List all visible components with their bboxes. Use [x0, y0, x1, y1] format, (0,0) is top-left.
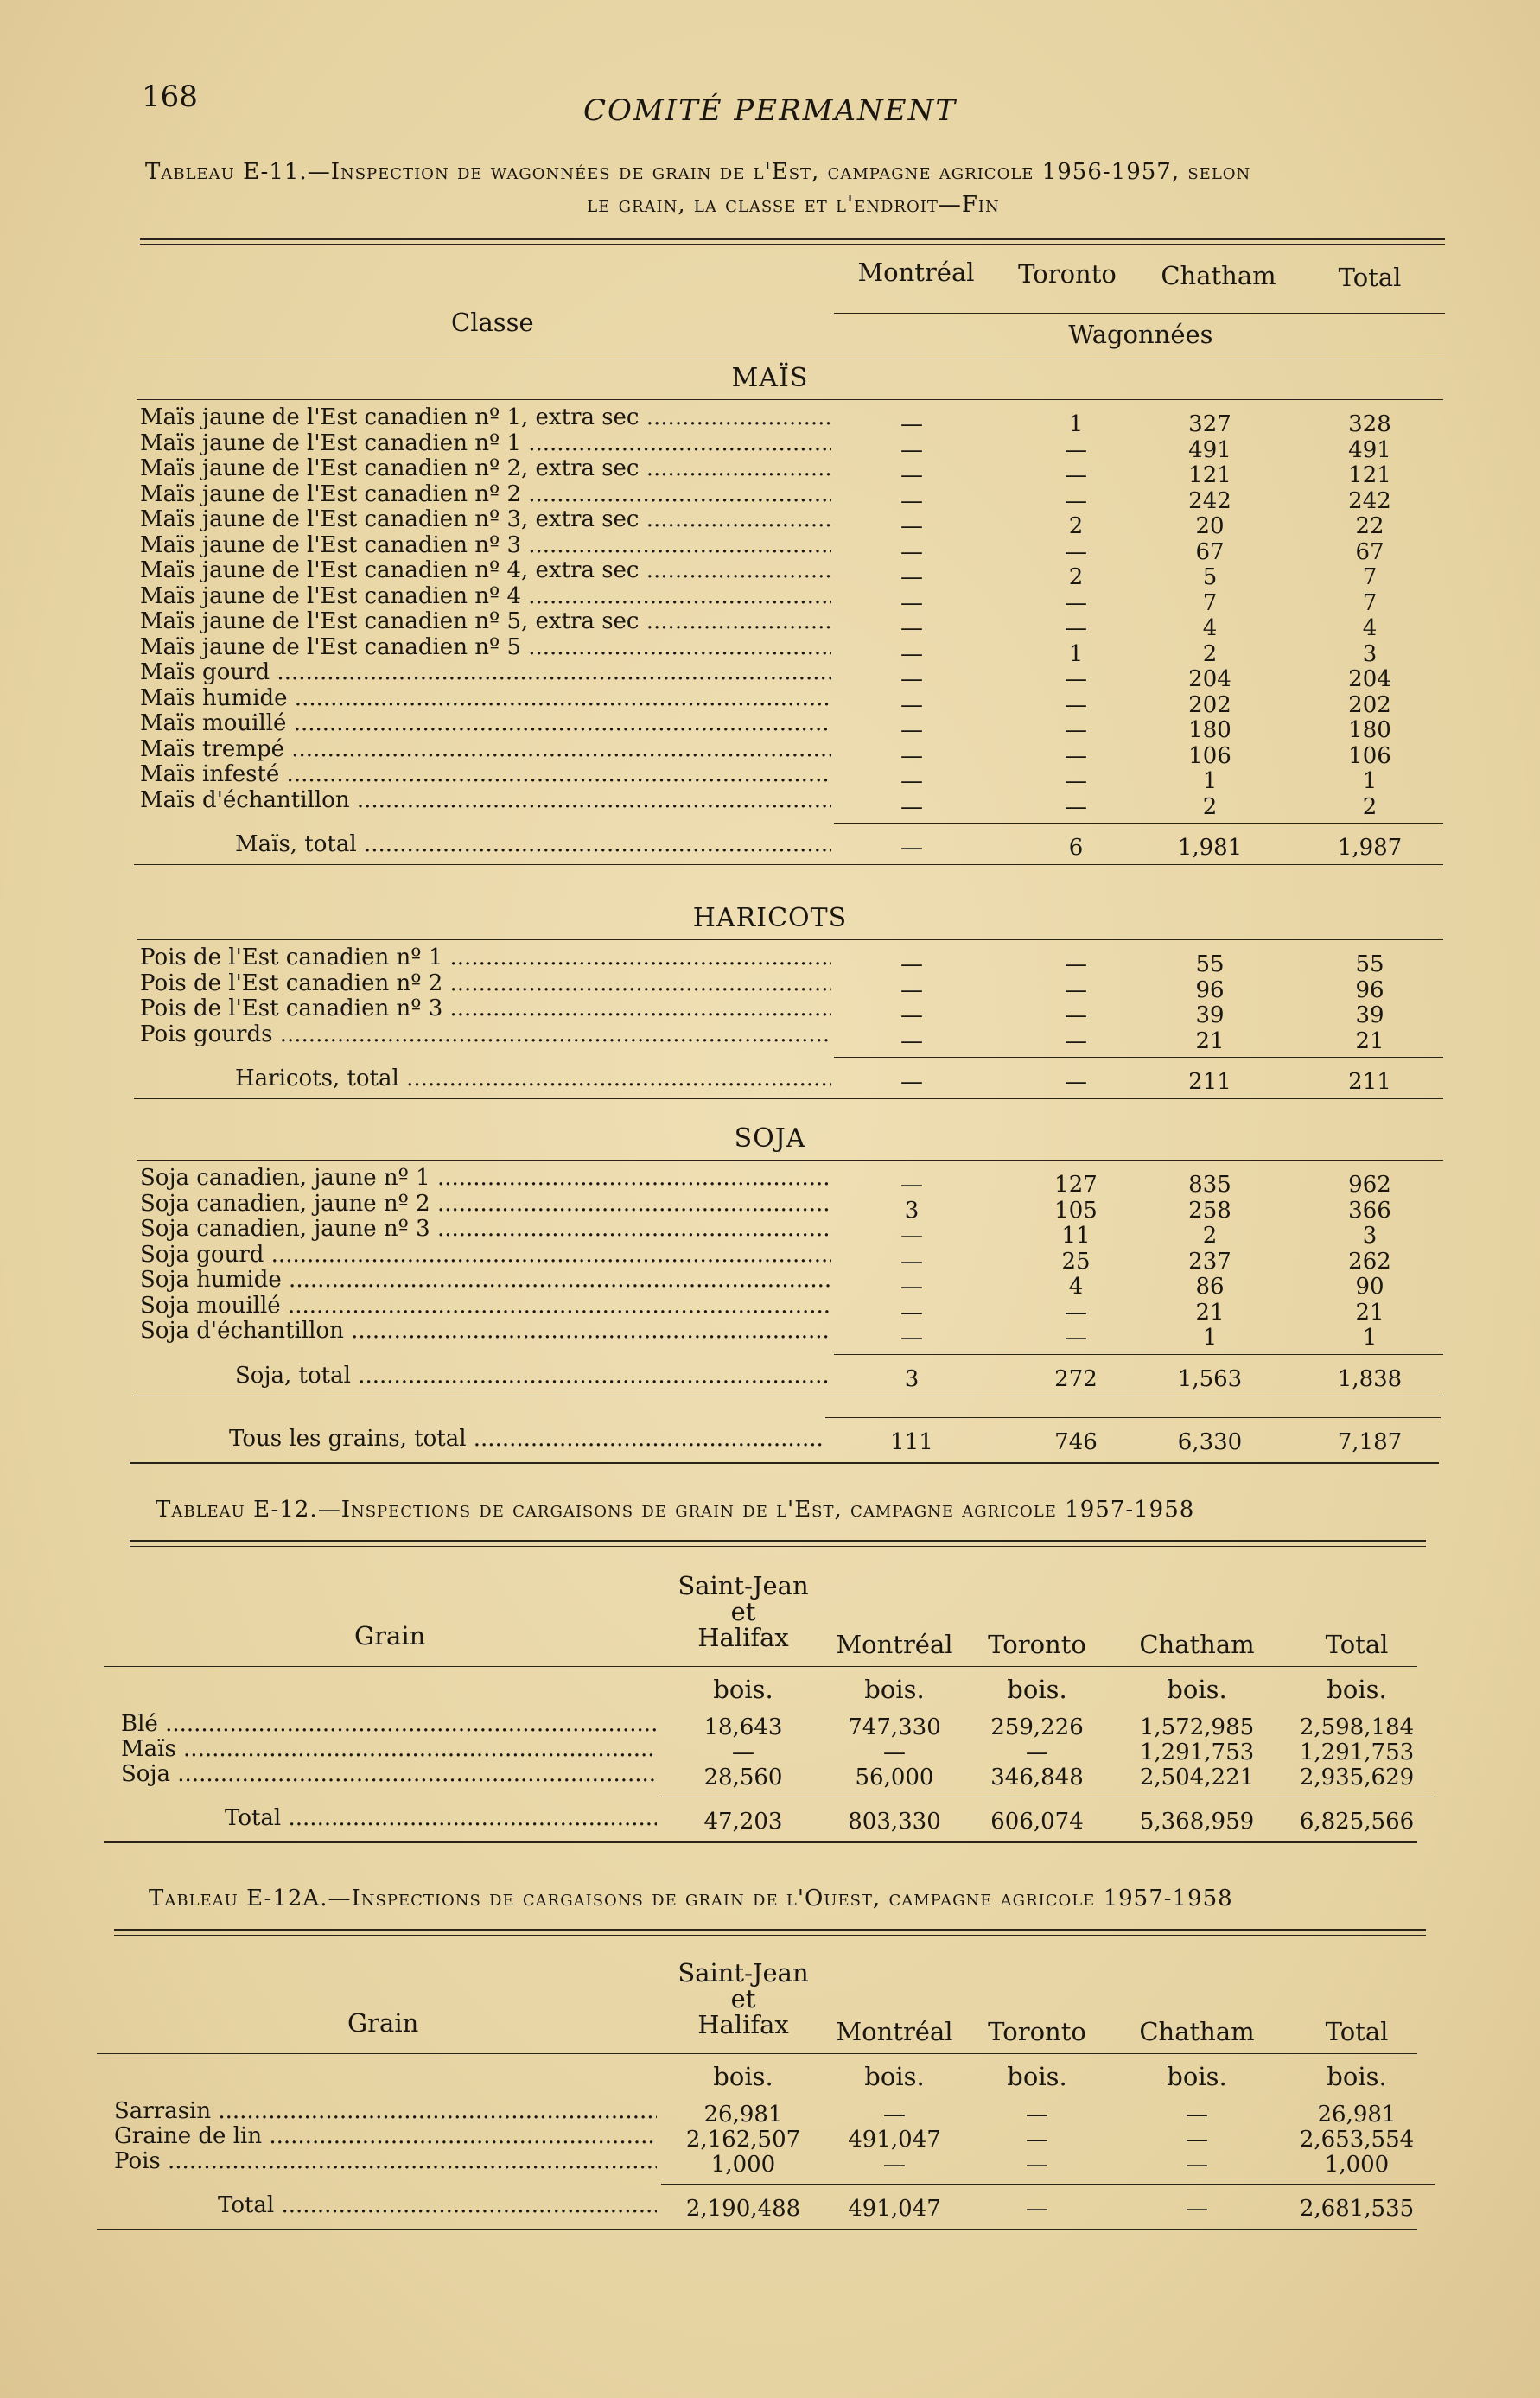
table-cell: 2,653,554	[1299, 2127, 1415, 2153]
rule	[114, 1929, 1426, 1931]
table-cell: —	[1065, 793, 1087, 820]
table-cell: —	[1065, 666, 1087, 692]
table-cell: —	[883, 1740, 906, 1765]
section-total-cell: —	[900, 1069, 923, 1095]
table-row-label: Maïs infesté .....	[140, 761, 831, 787]
table-cell: —	[1065, 1325, 1087, 1351]
table-cell: 96	[1195, 976, 1225, 1003]
table-cell: 327	[1188, 411, 1231, 437]
table-cell: 55	[1195, 951, 1225, 977]
table-row-label: Blé .....	[121, 1711, 657, 1737]
table-cell: —	[900, 1027, 923, 1054]
table-cell: 180	[1348, 717, 1391, 743]
rule	[140, 244, 1445, 245]
rule	[137, 399, 1443, 400]
table-cell: —	[1065, 436, 1087, 463]
total-cell: 2,190,488	[685, 2196, 801, 2222]
table-cell: 26,981	[703, 2102, 783, 2128]
table-cell: 1	[1068, 411, 1084, 437]
table-row-label: Maïs mouillé .....	[140, 710, 831, 736]
col-header: Saint-Jean et Halifax	[678, 1571, 809, 1652]
table-row-label: Soja canadien, jaune nº 1 .....	[140, 1165, 831, 1191]
section-heading: HARICOTS	[692, 903, 848, 933]
table-cell: —	[900, 742, 923, 769]
table-cell: 7	[1362, 564, 1378, 590]
section-total-cell: 3	[904, 1365, 920, 1392]
table-cell: 204	[1348, 666, 1391, 692]
col-header: Chatham	[1139, 2017, 1255, 2046]
total-cell: 606,074	[990, 1809, 1084, 1835]
table-cell: 2	[1202, 1223, 1218, 1249]
table-row-label: Maïs jaune de l'Est canadien nº 1 .....	[140, 430, 831, 456]
total-cell: 47,203	[703, 1809, 783, 1835]
table-cell: 105	[1054, 1197, 1098, 1224]
table-e11-title-line1: Tableau E-11.—Inspection de wagonnées de grain de l'Est, campagne agricole 1956-1957, selon	[145, 159, 1251, 185]
table-cell: 90	[1355, 1274, 1384, 1300]
table-cell: 491	[1188, 436, 1231, 463]
table-cell: —	[883, 2102, 906, 2128]
table-cell: 1	[1202, 1325, 1218, 1351]
rule	[825, 1417, 1441, 1418]
table-cell: 1,291,753	[1139, 1740, 1255, 1765]
table-cell: 3	[1362, 640, 1378, 667]
section-total-label: Haricots, total .....	[235, 1065, 831, 1091]
table-cell: —	[900, 768, 923, 794]
table-cell: —	[900, 1299, 923, 1326]
table-cell: —	[900, 640, 923, 667]
table-cell: 11	[1061, 1223, 1091, 1249]
table-cell: 1	[1068, 640, 1084, 667]
table-cell: 25	[1061, 1248, 1091, 1275]
rule	[134, 864, 1443, 865]
table-cell: 26,981	[1317, 2102, 1397, 2128]
section-total-cell: 1,987	[1337, 835, 1403, 861]
table-row-label: Maïs trempé .....	[140, 736, 831, 762]
unit-label: bois.	[1007, 1675, 1067, 1704]
table-cell: —	[1026, 1740, 1048, 1765]
rule	[130, 1546, 1426, 1547]
col-header-total: Total	[1338, 263, 1402, 292]
table-cell: 242	[1188, 487, 1231, 514]
table-row-label: Soja gourd .....	[140, 1242, 831, 1268]
table-cell: —	[900, 1172, 923, 1198]
table-row-label: Maïs humide .....	[140, 685, 831, 711]
rule	[104, 1666, 1417, 1667]
rule	[114, 1935, 1426, 1936]
col-header-toronto: Toronto	[1018, 259, 1117, 289]
section-total-label: Maïs, total .....	[235, 831, 831, 857]
table-cell: —	[1065, 487, 1087, 514]
table-cell: 21	[1195, 1299, 1225, 1326]
table-cell: 202	[1188, 691, 1231, 718]
col-header: Toronto	[988, 2017, 1086, 2046]
table-cell: 1	[1362, 768, 1378, 794]
table-cell: 3	[904, 1197, 920, 1224]
col-header: Montréal	[836, 2017, 953, 2046]
table-cell: 3	[1362, 1223, 1378, 1249]
table-cell: —	[1065, 1299, 1087, 1326]
rule	[137, 1160, 1443, 1161]
table-cell: —	[900, 513, 923, 539]
table-row-label: Soja d'échantillon .....	[140, 1318, 831, 1344]
table-row-label: Maïs gourd .....	[140, 659, 831, 685]
table-cell: 2	[1362, 793, 1378, 820]
table-cell: —	[900, 717, 923, 743]
total-cell: 5,368,959	[1139, 1809, 1255, 1835]
rule	[104, 1841, 1417, 1843]
table-cell: 106	[1188, 742, 1231, 769]
total-cell: 803,330	[848, 1809, 941, 1835]
rule	[834, 823, 1443, 824]
grand-total-cell: 7,187	[1337, 1429, 1403, 1455]
table-cell: 21	[1355, 1299, 1384, 1326]
table-cell: —	[1065, 976, 1087, 1003]
section-total-cell: 211	[1188, 1069, 1231, 1095]
table-cell: 1	[1202, 768, 1218, 794]
total-label: Total .....	[225, 1805, 657, 1831]
table-cell: 366	[1348, 1197, 1391, 1224]
table-row-label: Maïs jaune de l'Est canadien nº 2, extra sec .....	[140, 455, 831, 481]
total-cell: —	[1026, 2196, 1048, 2222]
table-cell: 28,560	[703, 1765, 783, 1791]
table-cell: 2,935,629	[1299, 1765, 1415, 1791]
table-cell: 121	[1348, 462, 1391, 488]
table-cell: 18,643	[703, 1714, 783, 1740]
table-cell: 258	[1188, 1197, 1231, 1224]
table-cell: —	[1026, 2102, 1048, 2128]
table-cell: 2	[1068, 564, 1084, 590]
rule	[140, 238, 1445, 240]
col-header: Total	[1325, 1630, 1389, 1659]
table-cell: 67	[1355, 538, 1384, 565]
table-cell: —	[1065, 1002, 1087, 1028]
table-cell: 20	[1195, 513, 1225, 539]
rule	[137, 939, 1443, 940]
unit-label: bois.	[864, 2062, 925, 2091]
table-cell: 2,598,184	[1299, 1714, 1415, 1740]
col-header: Toronto	[988, 1630, 1086, 1659]
table-cell: 55	[1355, 951, 1384, 977]
section-total-cell: 6	[1068, 835, 1084, 861]
table-row-label: Soja canadien, jaune nº 2 .....	[140, 1191, 831, 1217]
col-header: Saint-Jean et Halifax	[678, 1958, 809, 2039]
table-cell: 7	[1202, 589, 1218, 616]
table-cell: 204	[1188, 666, 1231, 692]
table-cell: —	[900, 538, 923, 565]
table-row-label: Soja mouillé .....	[140, 1293, 831, 1319]
table-cell: 237	[1188, 1248, 1231, 1275]
table-cell: 180	[1188, 717, 1231, 743]
table-cell: 2	[1202, 640, 1218, 667]
table-cell: 56,000	[855, 1765, 934, 1791]
table-row-label: Maïs jaune de l'Est canadien nº 1, extra sec .....	[140, 404, 831, 430]
table-cell: 96	[1355, 976, 1384, 1003]
col-header: Total	[1325, 2017, 1389, 2046]
section-heading: MAÏS	[731, 363, 809, 393]
table-row-label: Pois de l'Est canadien nº 3 .....	[140, 995, 831, 1021]
table-row-label: Maïs jaune de l'Est canadien nº 5, extra sec .....	[140, 608, 831, 634]
total-cell: —	[1186, 2196, 1208, 2222]
unit-label: bois.	[1327, 2062, 1387, 2091]
table-cell: 5	[1202, 564, 1218, 590]
table-cell: 835	[1188, 1172, 1231, 1198]
table-cell: 7	[1362, 589, 1378, 616]
running-head: COMITÉ PERMANENT	[582, 93, 958, 128]
rule	[834, 1057, 1443, 1058]
rule	[834, 1354, 1443, 1355]
table-cell: 39	[1195, 1002, 1225, 1028]
table-cell: —	[1026, 2152, 1048, 2178]
table-cell: —	[1065, 538, 1087, 565]
table-cell: —	[900, 487, 923, 514]
table-cell: —	[900, 1002, 923, 1028]
table-cell: 962	[1348, 1172, 1391, 1198]
table-row-label: Sarrasin .....	[114, 2098, 657, 2124]
table-cell: 2	[1068, 513, 1084, 539]
table-cell: —	[900, 615, 923, 641]
table-row-label: Maïs .....	[121, 1736, 657, 1762]
table-cell: —	[900, 411, 923, 437]
table-cell: —	[900, 1248, 923, 1275]
total-label: Total .....	[218, 2192, 657, 2218]
rule	[130, 1462, 1439, 1464]
table-cell: —	[1186, 2102, 1208, 2128]
total-cell: 491,047	[848, 2196, 941, 2222]
table-e11-title	[145, 156, 1441, 221]
table-cell: 1,000	[710, 2152, 776, 2178]
table-cell: 22	[1355, 513, 1384, 539]
grand-total-cell: 111	[890, 1429, 933, 1455]
table-cell: —	[1065, 717, 1087, 743]
table-cell: 2,162,507	[685, 2127, 801, 2153]
unit-wagonnees: Wagonnées	[1068, 320, 1213, 349]
table-row-label: Maïs jaune de l'Est canadien nº 2 .....	[140, 481, 831, 507]
table-cell: —	[1065, 462, 1087, 488]
table-e12a-title: Tableau E-12A.—Inspections de cargaisons de grain de l'Ouest, campagne agricole 1957-1958	[149, 1886, 1233, 1911]
section-total-cell: —	[1065, 1069, 1087, 1095]
rule	[97, 2053, 1417, 2054]
table-cell: —	[1065, 768, 1087, 794]
table-cell: —	[1065, 691, 1087, 718]
table-cell: —	[900, 1325, 923, 1351]
table-cell: 346,848	[990, 1765, 1084, 1791]
total-cell: 2,681,535	[1299, 2196, 1415, 2222]
table-cell: 86	[1195, 1274, 1225, 1300]
table-cell: 67	[1195, 538, 1225, 565]
col-header-grain: Grain	[347, 2008, 419, 2038]
section-total-cell: 1,838	[1337, 1365, 1403, 1392]
table-cell: —	[1026, 2127, 1048, 2153]
unit-label: bois.	[713, 1675, 773, 1704]
section-total-label: Soja, total .....	[235, 1363, 831, 1389]
col-header: Montréal	[836, 1630, 953, 1659]
table-row-label: Soja .....	[121, 1761, 657, 1787]
unit-label: bois.	[713, 2062, 773, 2091]
rule	[130, 1540, 1426, 1542]
table-cell: 106	[1348, 742, 1391, 769]
table-row-label: Maïs jaune de l'Est canadien nº 4 .....	[140, 583, 831, 609]
table-e11-title-line2: le grain, la classe et l'endroit—Fin	[587, 192, 1000, 218]
col-header-montreal: Montréal	[857, 258, 975, 287]
table-cell: —	[900, 462, 923, 488]
table-e12-title: Tableau E-12.—Inspections de cargaisons de grain de l'Est, campagne agricole 1957-1958	[156, 1497, 1195, 1523]
table-cell: —	[900, 589, 923, 616]
grand-total-cell: 746	[1054, 1429, 1098, 1455]
col-header-grain: Grain	[354, 1621, 426, 1651]
grand-total-label: Tous les grains, total .....	[229, 1426, 825, 1452]
section-total-cell: —	[900, 835, 923, 861]
rule	[97, 2229, 1417, 2230]
table-cell: 2,504,221	[1139, 1765, 1255, 1791]
table-cell: 4	[1068, 1274, 1084, 1300]
rule	[661, 2184, 1435, 2185]
col-header-chatham: Chatham	[1161, 261, 1276, 290]
table-cell: 1,572,985	[1139, 1714, 1255, 1740]
table-cell: —	[900, 1274, 923, 1300]
page-number: 168	[142, 80, 198, 114]
table-cell: 747,330	[848, 1714, 941, 1740]
table-cell: 21	[1355, 1027, 1384, 1054]
table-cell: 1,291,753	[1299, 1740, 1415, 1765]
table-cell: 121	[1188, 462, 1231, 488]
section-total-cell: 211	[1348, 1069, 1391, 1095]
total-cell: 6,825,566	[1299, 1809, 1415, 1835]
col-header-classe: Classe	[451, 308, 534, 337]
table-row-label: Graine de lin .....	[114, 2123, 657, 2149]
table-cell: 491	[1348, 436, 1391, 463]
unit-label: bois.	[1167, 2062, 1227, 2091]
unit-label: bois.	[864, 1675, 925, 1704]
table-cell: —	[900, 1223, 923, 1249]
table-cell: —	[1065, 589, 1087, 616]
table-cell: 127	[1054, 1172, 1098, 1198]
table-row-label: Soja canadien, jaune nº 3 .....	[140, 1216, 831, 1242]
table-cell: —	[1186, 2152, 1208, 2178]
table-cell: 1	[1362, 1325, 1378, 1351]
table-cell: —	[1065, 951, 1087, 977]
table-row-label: Pois de l'Est canadien nº 2 .....	[140, 970, 831, 996]
table-cell: 259,226	[990, 1714, 1084, 1740]
unit-label: bois.	[1167, 1675, 1227, 1704]
section-total-cell: 1,981	[1177, 835, 1243, 861]
table-cell: 202	[1348, 691, 1391, 718]
table-row-label: Maïs d'échantillon .....	[140, 787, 831, 813]
table-row-label: Maïs jaune de l'Est canadien nº 5 .....	[140, 634, 831, 660]
unit-label: bois.	[1327, 1675, 1387, 1704]
table-cell: 21	[1195, 1027, 1225, 1054]
table-cell: —	[900, 666, 923, 692]
table-row-label: Soja humide .....	[140, 1267, 831, 1293]
table-cell: —	[1065, 615, 1087, 641]
table-cell: —	[900, 793, 923, 820]
table-cell: 39	[1355, 1002, 1384, 1028]
table-cell: —	[900, 691, 923, 718]
table-row-label: Maïs jaune de l'Est canadien nº 4, extra sec .....	[140, 557, 831, 583]
table-row-label: Maïs jaune de l'Est canadien nº 3 .....	[140, 532, 831, 558]
table-cell: 262	[1348, 1248, 1391, 1275]
table-cell: 491,047	[848, 2127, 941, 2153]
table-cell: —	[900, 564, 923, 590]
table-cell: 4	[1202, 615, 1218, 641]
section-total-cell: 1,563	[1177, 1365, 1243, 1392]
table-row-label: Pois gourds .....	[140, 1021, 831, 1047]
table-cell: —	[900, 436, 923, 463]
table-cell: 1,000	[1324, 2152, 1390, 2178]
table-row-label: Pois de l'Est canadien nº 1 .....	[140, 945, 831, 970]
table-cell: —	[732, 1740, 754, 1765]
rule	[134, 1098, 1443, 1099]
table-cell: —	[1065, 742, 1087, 769]
section-heading: SOJA	[734, 1123, 806, 1154]
table-cell: 2	[1202, 793, 1218, 820]
unit-label: bois.	[1007, 2062, 1067, 2091]
table-cell: —	[900, 951, 923, 977]
table-cell: 328	[1348, 411, 1391, 437]
table-row-label: Maïs jaune de l'Est canadien nº 3, extra sec .....	[140, 506, 831, 532]
table-cell: 4	[1362, 615, 1378, 641]
table-cell: —	[900, 976, 923, 1003]
col-header: Chatham	[1139, 1630, 1255, 1659]
grand-total-cell: 6,330	[1177, 1429, 1243, 1455]
table-cell: —	[883, 2152, 906, 2178]
table-cell: 242	[1348, 487, 1391, 514]
section-total-cell: 272	[1054, 1365, 1098, 1392]
rule	[834, 313, 1445, 314]
table-cell: —	[1186, 2127, 1208, 2153]
table-cell: —	[1065, 1027, 1087, 1054]
table-row-label: Pois .....	[114, 2148, 657, 2174]
